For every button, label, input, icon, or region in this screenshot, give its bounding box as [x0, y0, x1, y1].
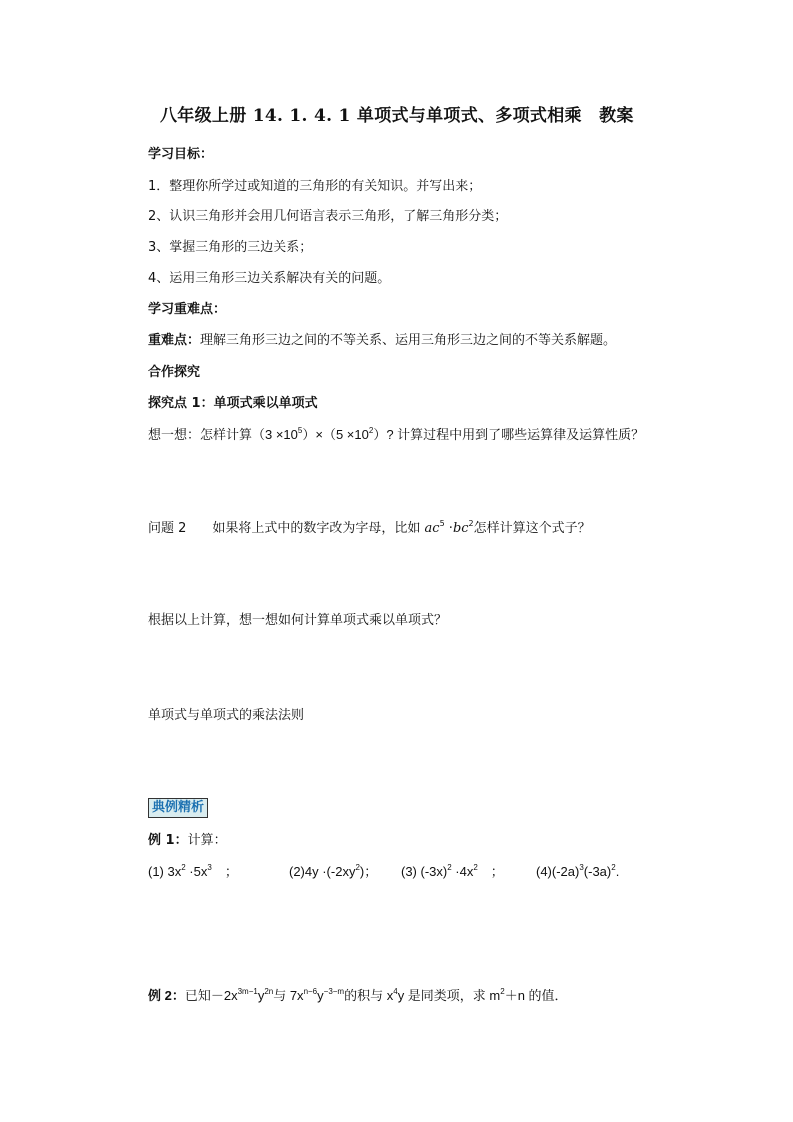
- ex2-b: y: [257, 988, 265, 1003]
- example-2: [148, 987, 568, 1005]
- ex1-i2-exp1: 2: [355, 863, 360, 872]
- ex1-i4-c: .: [615, 864, 620, 879]
- explore-heading: 合作探究: [148, 365, 201, 380]
- goal-item-1: 1．整理你所学过或知道的三角形的有关知识。并写出来；: [148, 179, 482, 194]
- q2-var-ac: ac: [424, 521, 440, 536]
- ex1-i2-a: (2)4y ·(-2xy: [289, 864, 356, 879]
- example-2-label: 例 2：: [148, 988, 185, 1003]
- key-points-label: 重难点：: [148, 333, 201, 348]
- ex1-i4-b: (-3a): [583, 864, 612, 879]
- example-1-item-1: [148, 863, 238, 881]
- ex1-i3-exp1: 2: [447, 863, 452, 872]
- q2-text-prefix: 问题 2 如果将上式中的数字改为字母，比如: [148, 521, 425, 536]
- ex2-exp2: 2n: [264, 987, 274, 996]
- ex1-i3-exp2: 2: [473, 863, 478, 872]
- ex2-c: 与 7x: [273, 988, 304, 1003]
- think-exponent-2: 2: [368, 426, 374, 435]
- key-points-heading: 学习重难点：: [148, 302, 227, 317]
- ex2-exp5: 4: [393, 987, 398, 996]
- ex1-i3-c: ；: [477, 864, 504, 879]
- ex2-e: 的积与 x: [344, 988, 394, 1003]
- ex1-i1-c: ；: [211, 864, 238, 879]
- ex2-a: 已知－2x: [184, 988, 238, 1003]
- q2-dot: ·: [444, 521, 453, 536]
- ex2-exp4: −3−m: [323, 987, 345, 996]
- ex1-i1-a: (1) 3x: [148, 864, 182, 879]
- think-text-middle: ）×（5 ×10: [302, 427, 369, 442]
- think-text-prefix: 想一想：怎样计算（3 ×10: [148, 427, 298, 442]
- explore-point-heading: 探究点 1：单项式乘以单项式: [148, 396, 318, 411]
- goals-heading: 学习目标：: [148, 147, 214, 162]
- ex1-i4-exp2: 2: [611, 863, 616, 872]
- ex1-i4-exp1: 3: [579, 863, 584, 872]
- goal-item-2: 2、认识三角形并会用几何语言表示三角形，了解三角形分类；: [148, 209, 508, 224]
- ex1-i3-b: ·4x: [451, 864, 474, 879]
- ex2-exp6: 2: [500, 987, 505, 996]
- q2-text-suffix: 怎样计算这个式子？: [473, 521, 591, 536]
- ex1-i3-a: (3) (-3x): [401, 864, 448, 879]
- example-1-header: [148, 832, 227, 850]
- ex1-i4-a: (4)(-2a): [536, 864, 580, 879]
- ex1-i2-b: )；: [359, 864, 378, 879]
- ex2-f: y 是同类项，求 m: [397, 988, 501, 1003]
- ex2-g: ＋n 的值．: [504, 988, 568, 1003]
- example-1-item-3: [401, 863, 504, 881]
- think-exponent-1: 5: [297, 426, 303, 435]
- summary-question: 根据以上计算，想一想如何计算单项式乘以单项式？: [148, 613, 448, 628]
- ex1-i1-b: ·5x: [185, 864, 208, 879]
- q2-exponent-2: 2: [468, 519, 474, 528]
- rule-heading: 单项式与单项式的乘法法则: [148, 708, 305, 723]
- example-1-text: 计算：: [187, 833, 227, 848]
- ex2-exp1: 3m−1: [237, 987, 258, 996]
- q2-exponent-1: 5: [439, 519, 445, 528]
- ex1-i1-exp1: 2: [181, 863, 186, 872]
- think-question: [148, 426, 644, 444]
- ex2-exp3: n−6: [303, 987, 318, 996]
- question-2: [148, 520, 591, 538]
- q2-var-bc: bc: [452, 521, 469, 536]
- think-text-suffix: ）? 计算过程中用到了哪些运算律及运算性质？: [373, 427, 645, 442]
- key-points-text: 理解三角形三边之间的不等关系、运用三角形三边之间的不等关系解题。: [200, 333, 617, 348]
- goal-item-4: 4、运用三角形三边关系解决有关的问题。: [148, 271, 391, 286]
- examples-badge: 典例精析: [148, 798, 208, 818]
- ex1-i1-exp2: 3: [207, 863, 212, 872]
- ex2-d: y: [317, 988, 324, 1003]
- example-1-item-4: [536, 863, 619, 881]
- goal-item-3: 3、掌握三角形的三边关系；: [148, 240, 313, 255]
- key-points-line: [148, 332, 616, 350]
- example-1-label: 例 1：: [148, 833, 188, 848]
- example-1-item-2: [289, 863, 377, 881]
- page-title: 八年级上册 14. 1. 4. 1 单项式与单项式、多项式相乘 教案: [160, 106, 634, 126]
